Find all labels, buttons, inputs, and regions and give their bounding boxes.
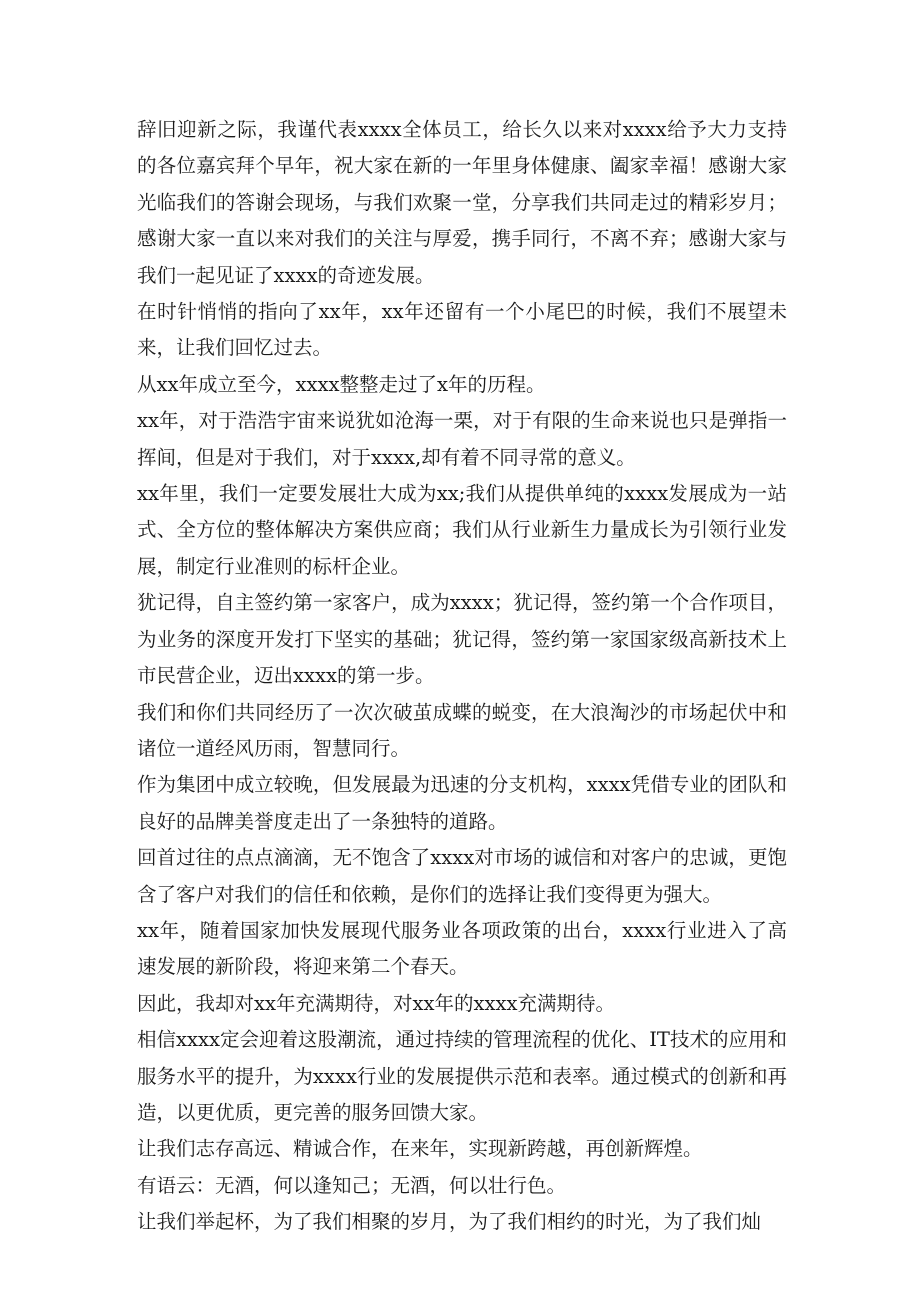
paragraph-meaning: xx年，对于浩浩宇宙来说犹如沧海一栗，对于有限的生命来说也只是弹指一挥间，但是对于我们，对于xxxx,却有着不同寻常的意义。 <box>137 409 787 469</box>
paragraph-transformation: 我们和你们共同经历了一次次破茧成蝶的蜕变，在大浪淘沙的市场起伏中和诸位一道经风历雨，智慧同行。 <box>137 700 787 760</box>
paragraph-policy: xx年，随着国家加快发展现代服务业各项政策的出台，xxxx行业进入了高速发展的新阶段，将迎来第二个春天。 <box>137 918 787 979</box>
paragraph-history: 从xx年成立至今，xxxx整整走过了x年的历程。 <box>137 372 546 396</box>
paragraph-opening-thanks: 辞旧迎新之际，我谨代表xxxx全体员工，给长久以来对xxxx给予大力支持的各位嘉宾拜个早年，祝大家在新的一年里身体健康、阖家幸福！感谢大家光临我们的答谢会现场，与我们欢聚一堂，分享我们共同走过的精彩岁月；感谢大家一直以来对我们的关注与厚爱，携手同行，不离不弃；感谢大家与我们一起见证了xxxx的奇迹发展。 <box>137 118 787 287</box>
paragraph-toast: 让我们举起杯，为了我们相聚的岁月，为了我们相约的时光，为了我们灿 <box>137 1210 762 1234</box>
paragraph-looking-back: 在时针悄悄的指向了xx年，xx年还留有一个小尾巴的时候，我们不展望未来，让我们回忆过去。 <box>137 300 787 360</box>
paragraph-confidence: 相信xxxx定会迎着这股潮流，通过持续的管理流程的优化、IT技术的应用和服务水平的提升，为xxxx行业的发展提供示范和表率。通过模式的创新和再造，以更优质，更完善的服务回馈大家。 <box>137 1028 787 1124</box>
paragraph-trust: 回首过往的点点滴滴，无不饱含了xxxx对市场的诚信和对客户的忠诚，更饱含了客户对我们的信任和依赖，是你们的选择让我们变得更为强大。 <box>137 846 787 906</box>
paragraph-growth: xx年里，我们一定要发展壮大成为xx;我们从提供单纯的xxxx发展成为一站式、全方位的整体解决方案供应商；我们从行业新生力量成长为引领行业发展，制定行业准则的标杆企业。 <box>137 482 787 578</box>
paragraph-expectation: 因此，我却对xx年充满期待，对xx年的xxxx充满期待。 <box>137 991 615 1015</box>
document-body <box>137 112 787 1241</box>
paragraph-branch: 作为集团中成立较晚，但发展最为迅速的分支机构，xxxx凭借专业的团队和良好的品牌美誉度走出了一条独特的道路。 <box>137 773 787 833</box>
paragraph-saying: 有语云：无酒，何以逢知己；无酒，何以壮行色。 <box>137 1173 567 1197</box>
paragraph-milestones: 犹记得，自主签约第一家客户，成为xxxx；犹记得，签约第一个合作项目，为业务的深度开发打下坚实的基础；犹记得，签约第一家国家级高新技术上市民营企业，迈出xxxx的第一步。 <box>137 591 787 688</box>
paragraph-ambition: 让我们志存高远、精诚合作，在来年，实现新跨越，再创新辉煌。 <box>137 1137 703 1161</box>
